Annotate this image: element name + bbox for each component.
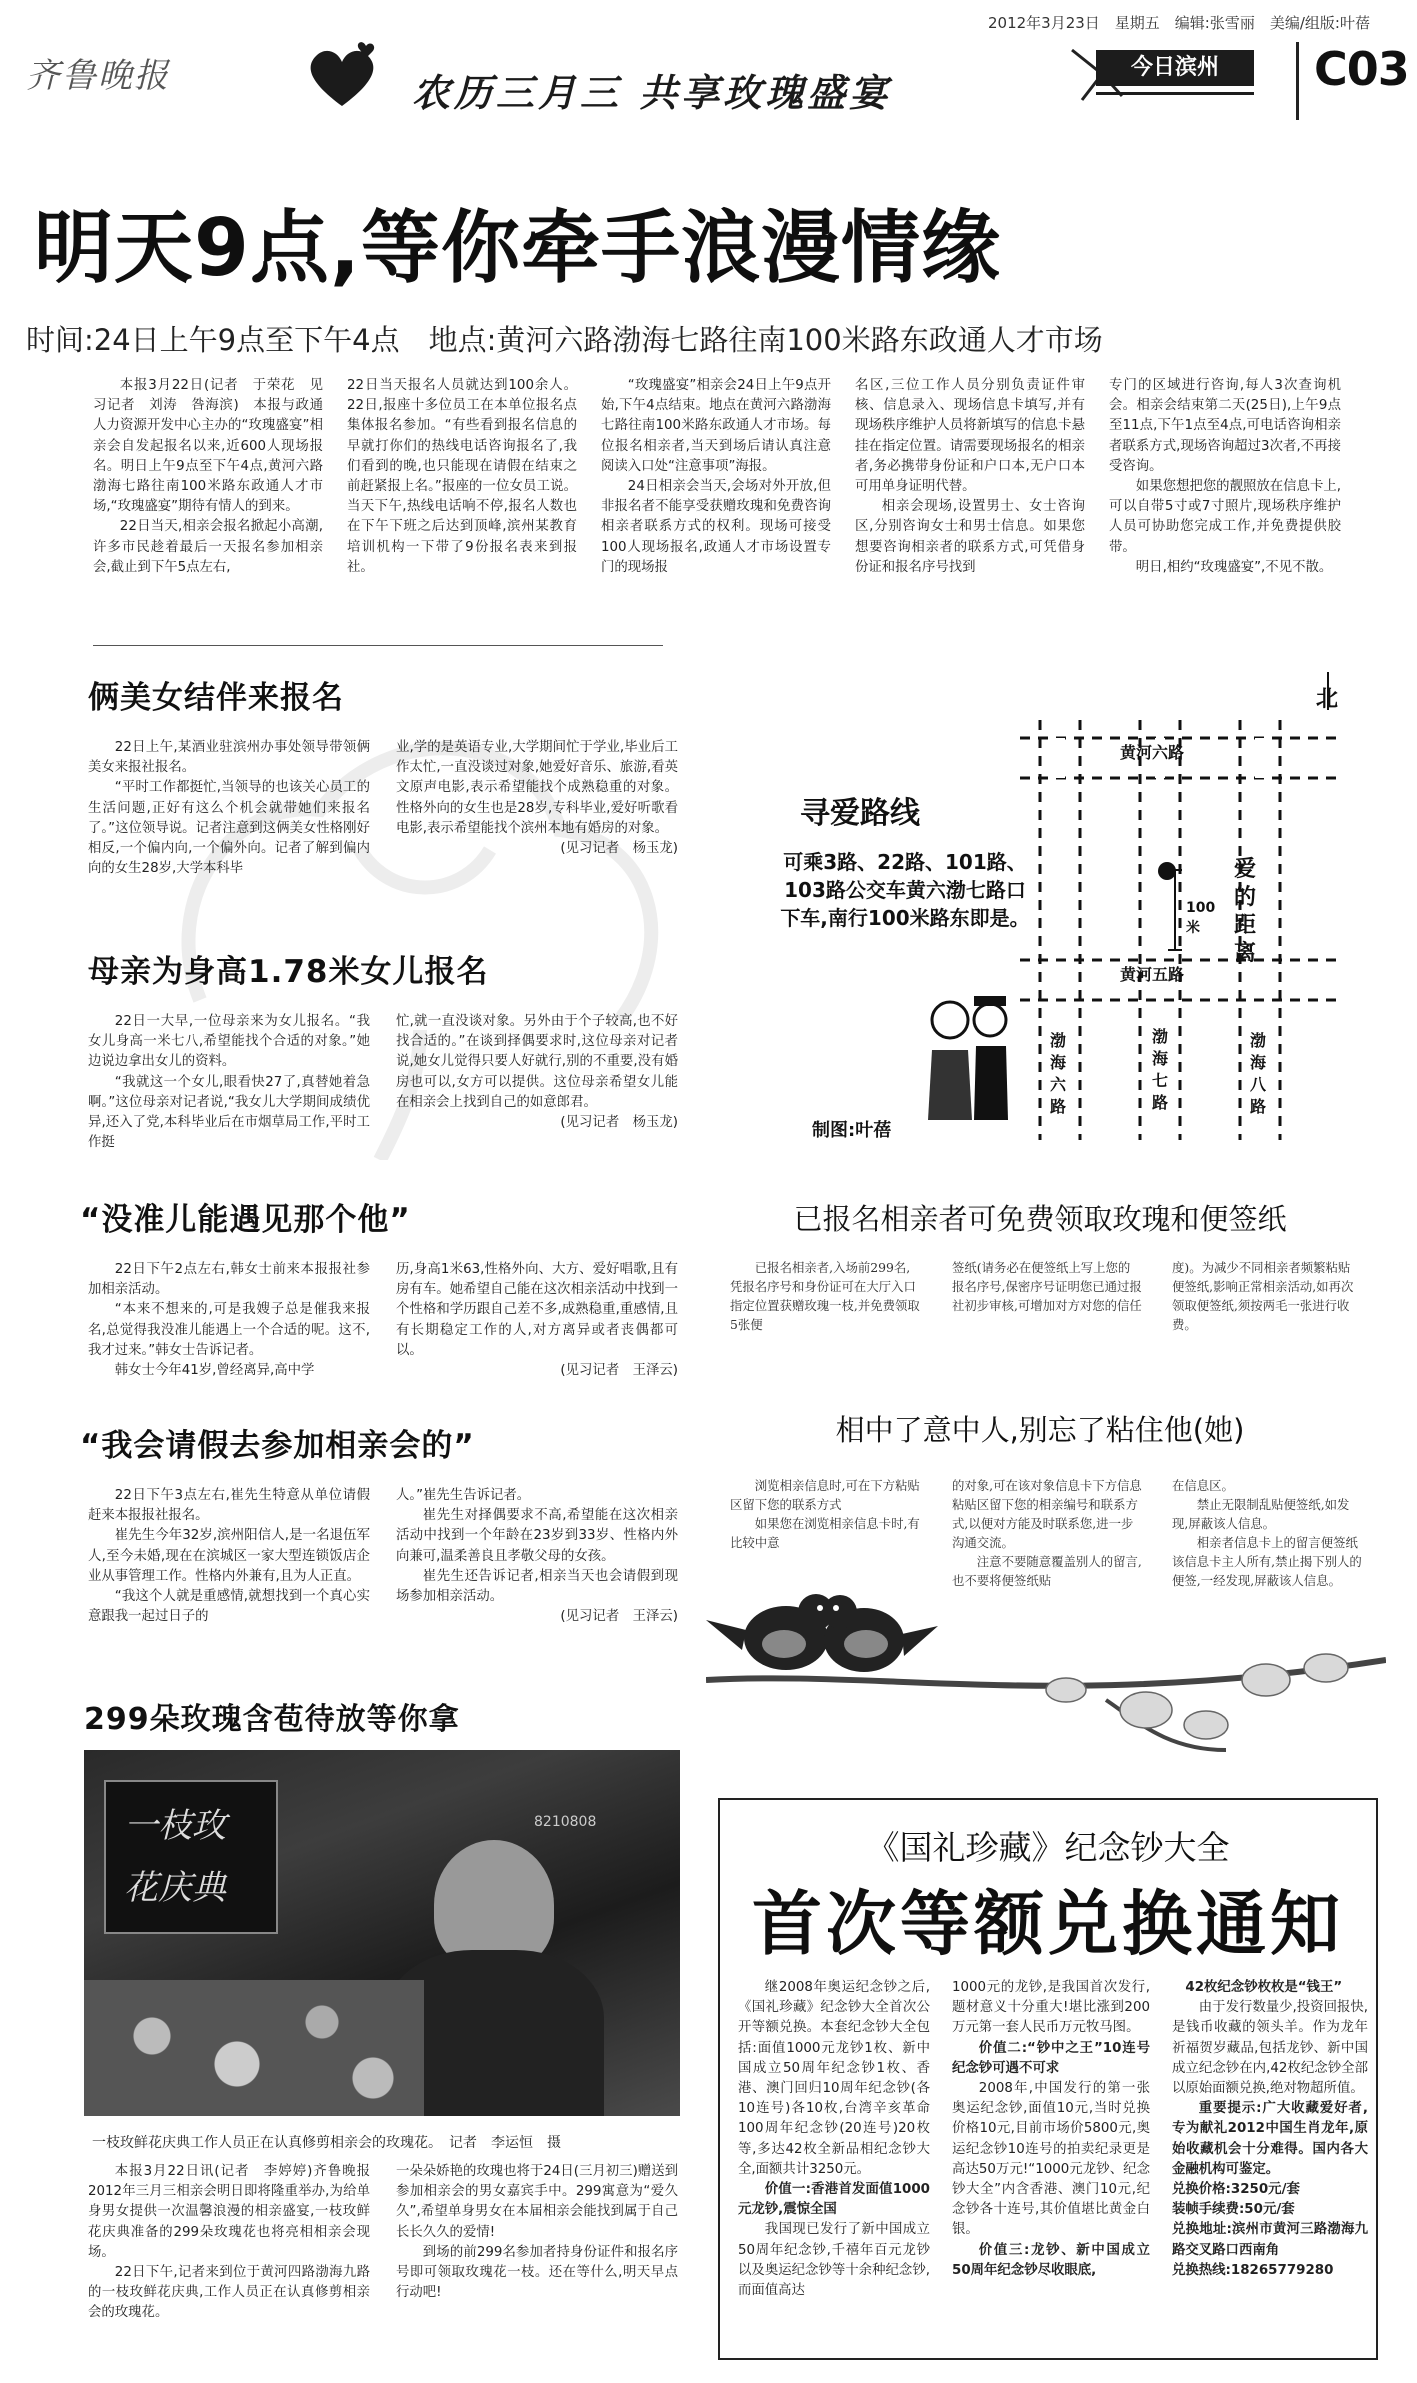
story1-col-2: 业,学的是英语专业,大学期间忙于学业,毕业后工作太忙,一直没谈过对象,她爱好音乐、旅游,看英文原声电影,表示希望能找个成熟稳重的对象。性格外向的女生也是28岁,专科毕业,爱好听歌看电影,表示希望能找个滨州本地有婚房的对象。 (见习记者 杨玉龙): [396, 740, 678, 857]
ad-address: 兑换地址:滨州市黄河三路渤海九路交叉路口西南角: [1172, 2222, 1368, 2258]
notice2-col-3: 在信息区。 禁止无限制乱贴便签纸,如发现,屏蔽该人信息。 相亲者信息卡上的留言便签纸该信息卡主人所有,禁止揭下别人的便签,一经发现,屏蔽该人信息。: [1172, 1478, 1362, 1588]
photo-flowers: [84, 1980, 424, 2116]
story2-col-1: 22日一大早,一位母亲来为女儿报名。“我女儿身高一米七八,希望能找个合适的对象。”她边说边拿出女儿的资料。 “我就这一个女儿,眼看快27了,真替她着急啊。”这位母亲对记者说,“我女儿大学期间成绩优异,还入了党,本科毕业后在市烟草局工作,平时工作挺: [88, 1014, 370, 1151]
story5-col-2: 一朵朵娇艳的玫瑰也将于24日(三月初三)赠送到参加相亲会的男女嘉宾手中。299寓意为“爱久久”,希望单身男女在本届相亲会能找到属于自己长长久久的爱情! 到场的前299名参加者持身份证件和报名序号即可领取玫瑰花一枝。还在等什么,明天早点行动吧!: [396, 2164, 678, 2301]
section-rule: [1096, 92, 1254, 95]
notice2-title: 相中了意中人,别忘了粘住他(她): [835, 1413, 1245, 1447]
headline-subtitle: 时间:24日上午9点至下午4点 地点:黄河六路渤海七路往南100米路东政通人才市场: [26, 323, 1103, 357]
notice2-col-1: 浏览相亲信息时,可在下方粘贴区留下您的联系方式 如果您在浏览相亲信息卡时,有比较中意: [730, 1478, 920, 1550]
road-b7-label: 渤海七路: [1152, 1027, 1169, 1112]
couple-icon: [910, 990, 1030, 1130]
ad-col-2: 1000元的龙钞,是我国首次发行,题材意义十分重大!堪比涨到200万元第一套人民币万元牧马图。 价值二:“钞中之王”10连号纪念钞可遇不可求 2008年,中国发行的第一张奥运纪念钞,面值10元,当时兑换价格10元,目前市场价5800元,奥运纪念钞10连号的拍卖纪录更是高达50万元!“1000元龙钞、纪念钞大全”内含香港、澳门10元,纪念钞各十连号,其价值堪比黄金白银。 价值三:龙钞、新中国成立50周年纪念钞尽收眼底,: [952, 1980, 1150, 2278]
story1-col-1: 22日上午,某酒业驻滨州办事处领导带领俩美女来报社报名。 “平时工作都挺忙,当领导的也该关心员工的生活问题,正好有这么个机会就带她们来报名了。”这位领导说。记者注意到这俩美女性格刚好相反,一个偏内向,一个偏外向。记者了解到偏内向的女生28岁,大学本科毕: [88, 740, 370, 877]
ad-subtitle: 《国礼珍藏》纪念钞大全: [866, 1828, 1230, 1867]
distance-value: 100米: [1186, 900, 1216, 936]
ad-col-3: 42枚纪念钞枚枚是“钱王” 由于发行数量少,投资回报快,是钱币收藏的领头羊。作为龙年祈福贺岁藏品,包括龙钞、新中国成立纪念钞在内,42枚纪念钞全部以原始面额兑换,绝对物超所值。 重要提示:广大收藏爱好者,专为献礼2012中国生肖龙年,原始收藏机会十分难得。国内各大金融机构可鉴定。 兑换价格:3250元/套 装帧手续费:50元/套 兑换地址:滨州市黄河三路渤海九路交叉路口西南角 兑换热线:18265779280: [1172, 1978, 1368, 2281]
notice1-col-3: 度)。为减少不同相亲者频繁粘贴便签纸,影响正常相亲活动,如再次领取便签纸,须按两毛一张进行收费。: [1172, 1260, 1354, 1332]
map-credit: 制图:叶蓓: [812, 1120, 892, 1141]
section-badge: 今日滨州: [1096, 50, 1254, 86]
notice1-col-1: 已报名相亲者,入场前299名,凭报名序号和身份证可在大厅入口指定位置获赠玫瑰一枝,并免费领取5张便: [730, 1260, 920, 1332]
page-number: C03: [1314, 42, 1409, 96]
map-title: 寻爱路线: [800, 796, 920, 831]
notice2-col-2: 的对象,可在该对象信息卡下方信息粘贴区留下您的相亲编号和联系方式,以便对方能及时联系您,进一步沟通交流。 注意不要随意覆盖别人的留言,也不要将便签纸贴: [952, 1478, 1142, 1588]
masthead: [0, 0, 1417, 120]
map-directions: 可乘3路、22路、101路、103路公交车黄六渤七路口下车,南行100米路东即是。: [780, 850, 1030, 930]
story3-col-2: 历,身高1米63,性格外向、大方、爱好唱歌,且有房有车。她希望自己能在这次相亲活动中找到一个性格和学历跟自己差不多,成熟稳重,重感情,且有长期稳定工作的人,对方离异或者丧偶都可以。 (见习记者 王泽云): [396, 1262, 678, 1379]
road-top-label: 黄河六路: [1120, 743, 1185, 762]
story3-col-1: 22日下午2点左右,韩女士前来本报报社参加相亲活动。 “本来不想来的,可是我嫂子总是催我来报名,总觉得我没准儿能遇上一个合适的呢。这不,我才过来。”韩女士告诉记者。 韩女士今年41岁,曾经离异,高中学: [88, 1262, 370, 1379]
ad-price: 兑换价格:3250元/套: [1172, 2182, 1300, 2198]
ad-hotline: 兑换热线:18265779280: [1172, 2262, 1334, 2278]
paper-logo: 齐鲁晚报: [26, 56, 170, 96]
lead-col-3: “玫瑰盛宴”相亲会24日上午9点开始,下午4点结束。地点在黄河六路渤海七路往南100米路东政通人才市场。每位报名相亲者,当天到场后请认真注意阅读入口处“注意事项”海报。 24日相亲会当天,会场对外开放,但非报名者不能享受获赠玫瑰和免费咨询相亲者联系方式的权利。现场可接受100人现场报名,政通人才市场设置专门的现场报: [601, 378, 831, 575]
story4-col-2: 人。”崔先生告诉记者。 崔先生对择偶要求不高,希望能在这次相亲活动中找到一个年龄在23岁到33岁、性格内外向兼可,温柔善良且孝敬父母的女孩。 崔先生还告诉记者,相亲当天也会请假到现场参加相亲活动。 (见习记者 王泽云): [396, 1488, 678, 1625]
photo-sign-top: 一枝玫: [124, 1806, 226, 1846]
ad-col-1: 继2008年奥运纪念钞之后,《国礼珍藏》纪念钞大全首次公开等额兑换。本套纪念钞大全包括:面值1000元龙钞1枚、新中国成立50周年纪念钞1枚、香港、澳门回归10周年纪念钞(各10连号)各10枚,台湾辛亥革命100周年纪念钞(20连号)20枚等,多达42枚全新品相纪念钞大全,面额共计3250元。 价值一:香港首发面值1000元龙钞,震惊全国 我国现已发行了新中国成立50周年纪念钞,千禧年百元龙钞以及奥运纪念钞等十余种纪念钞,而面值高达: [738, 1980, 930, 2299]
rose-photo: [84, 1750, 680, 2116]
ad-fee: 装帧手续费:50元/套: [1172, 2202, 1295, 2218]
story4-col-1: 22日下午3点左右,崔先生特意从单位请假赶来本报报社报名。 崔先生今年32岁,滨州阳信人,是一名退伍军人,至今未婚,现在在滨城区一家大型连锁饭店企业从事管理工作。性格内外兼有,且为人正直。 “我这个人就是重感情,就想找到一个真心实意跟我一起过日子的: [88, 1488, 370, 1625]
distance-label: 爱的距离: [1234, 857, 1257, 966]
story1-title: 俩美女结伴来报名: [88, 680, 344, 716]
road-bottom-label: 黄河五路: [1120, 965, 1185, 984]
story3-title: “没准儿能遇见那个他”: [80, 1202, 411, 1238]
date-line: 2012年3月23日 星期五 编辑:张雪丽 美编/组版:叶蓓: [988, 14, 1370, 32]
slogan: 农历三月三 共享玫瑰盛宴: [412, 70, 892, 115]
road-b8-label: 渤海八路: [1250, 1031, 1267, 1116]
story5-title: 299朵玫瑰含苞待放等你拿: [84, 1702, 460, 1737]
ad-title: 首次等额兑换通知: [752, 1883, 1344, 1965]
photo-caption: 一枝玫鲜花庆典工作人员正在认真修剪相亲会的玫瑰花。 记者 李运恒 摄: [92, 2135, 561, 2151]
north-label: 北: [1316, 687, 1339, 712]
lead-col-2: 22日当天报名人员就达到100余人。22日,报座十多位员工在本单位报名点集体报名参加。“有些看到报名信息的早就打你们的热线电话咨询报名了,我们看到的晚,也只能现在请假在结束之前赶紧报上名。”报座的一位女员工说。当天下午,热线电话响不停,报名人数也在下午下班之后达到顶峰,滨州某教育培训机构一下带了9份报名表来到报社。: [347, 378, 577, 575]
route-map: [720, 660, 1370, 1170]
story4-title: “我会请假去参加相亲会的”: [80, 1428, 475, 1464]
page-divider: [1296, 42, 1299, 120]
story2-title: 母亲为身高1.78米女儿报名: [88, 954, 489, 990]
story5-col-1: 本报3月22日讯(记者 李婷婷)齐鲁晚报2012年三月三相亲会明日即将隆重举办,为给单身男女提供一次温馨浪漫的相亲盛宴,一枝玫鲜花庆典准备的299朵玫瑰花也将亮相相亲会现场。 22日下午,记者来到位于黄河四路渤海九路的一枝玫鲜花庆典,工作人员正在认真修剪相亲会的玫瑰花。: [88, 2164, 370, 2321]
lead-col-5: 专门的区域进行咨询,每人3次查询机会。相亲会结束第二天(25日),上午9点至11点,下午1点至4点,可电话咨询相亲者联系方式,现场咨询超过3次者,不再接受咨询。 如果您想把您的靓照放在信息卡上,可以自带5寸或7寸照片,现场秩序维护人员可协助您完成工作,并免费提供胶带。 明日,相约“玫瑰盛宴”,不见不散。: [1109, 378, 1341, 575]
main-headline: 明天9点,等你牵手浪漫情缘: [34, 202, 1001, 294]
story2-col-2: 忙,就一直没谈对象。另外由于个子较高,也不好找合适的。”在谈到择偶要求时,这位母亲对记者说,她女儿觉得只要人好就行,别的不重要,没有婚房也可以,女方可以提供。这位母亲希望女儿能在相亲会上找到自己的如意郎君。 (见习记者 杨玉龙): [396, 1014, 678, 1131]
location-dot-icon: [1158, 862, 1176, 880]
love-birds-icon: [706, 1560, 1386, 1760]
notice1-col-2: 签纸(请务必在便签纸上写上您的报名序号,保密序号证明您已通过报社初步审核,可增加对方对您的信任: [952, 1260, 1142, 1313]
photo-phone: 8210808: [534, 1814, 597, 1830]
lead-col-1: 本报3月22日(记者 于荣花 见习记者 刘涛 咎海滨) 本报与政通人力资源开发中心主办的“玫瑰盛宴”相亲会自发起报名以来,近600人现场报名。明日上午9点至下午4点,黄河六路渤海七路往南100米路东政通人才市场,“玫瑰盛宴”期待有情人的到来。 22日当天,相亲会报名掀起小高潮,许多市民趁着最后一天报名参加相亲会,截止到下午5点左右,: [93, 378, 323, 575]
lead-col-4: 名区,三位工作人员分别负责证件审核、信息录入、现场信息卡填写,并有现场秩序维护人员将新填写的信息卡悬挂在指定位置。请需要现场报名的相亲者,务必携带身份证和户口本,无户口本可用单身证明代替。 相亲会现场,设置男士、女士咨询区,分别咨询女士和男士信息。如果您想要咨询相亲者的联系方式,可凭借身份证和报名序号找到: [855, 378, 1085, 575]
notice1-title: 已报名相亲者可免费领取玫瑰和便签纸: [793, 1202, 1287, 1236]
photo-sign-bottom: 花庆典: [124, 1868, 226, 1908]
road-b6-label: 渤海六路: [1050, 1031, 1067, 1116]
heart-icon: [302, 40, 382, 112]
